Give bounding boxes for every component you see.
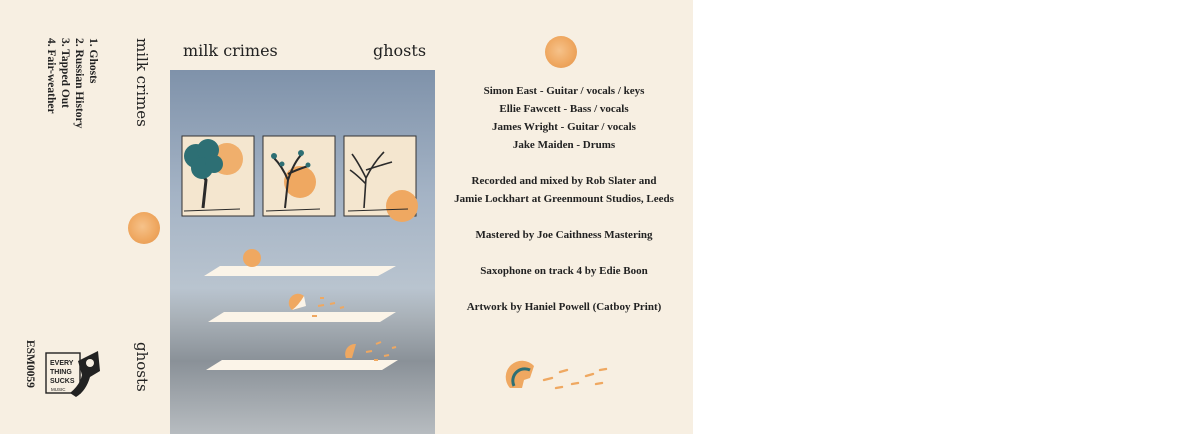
spine-title: ghosts [133,342,151,392]
label-logo-text-1: EVERY [50,360,74,367]
label-logo-text-2: THING [50,369,72,376]
mastering-credit: Mastered by Joe Caithness Mastering [475,229,653,241]
spine-artist: milk crimes [133,38,151,127]
catalog-number: ESM0059 [24,340,36,388]
member-credit: Ellie Fawcett - Bass / vocals [499,103,629,115]
member-credit: Jake Maiden - Drums [512,139,616,151]
label-logo-text-4: MUSIC [51,387,66,392]
tree-frame-2 [263,136,335,216]
label-logo-icon [40,347,104,409]
front-album-title: ghosts [373,41,427,60]
track-item: 4. Fair-weather [45,38,57,114]
track-item: 1. Ghosts [87,38,99,84]
label-logo-text-3: SUCKS [50,378,75,385]
member-credit: Simon East - Guitar / vocals / keys [483,85,645,97]
eggshell-icon [500,358,630,398]
orange-orb-icon [545,36,577,68]
saxophone-credit: Saxophone on track 4 by Edie Boon [480,265,648,277]
artwork-credit: Artwork by Haniel Powell (Catboy Print) [466,301,662,313]
front-artist: milk crimes [183,41,278,60]
tree-frame-1 [182,136,254,216]
cover-artwork [170,70,435,434]
track-item: 3. Tapped Out [59,38,71,108]
recording-credit: Jamie Lockhart at Greenmount Studios, Leeds [454,193,674,205]
track-item: 2. Russian History [73,38,85,129]
tracklist [44,38,100,128]
tree-frame-3 [344,136,418,222]
member-credit: James Wright - Guitar / vocals [492,121,636,133]
recording-credit: Recorded and mixed by Rob Slater and [471,175,657,187]
orange-orb-icon [128,212,160,244]
credits [437,82,691,316]
